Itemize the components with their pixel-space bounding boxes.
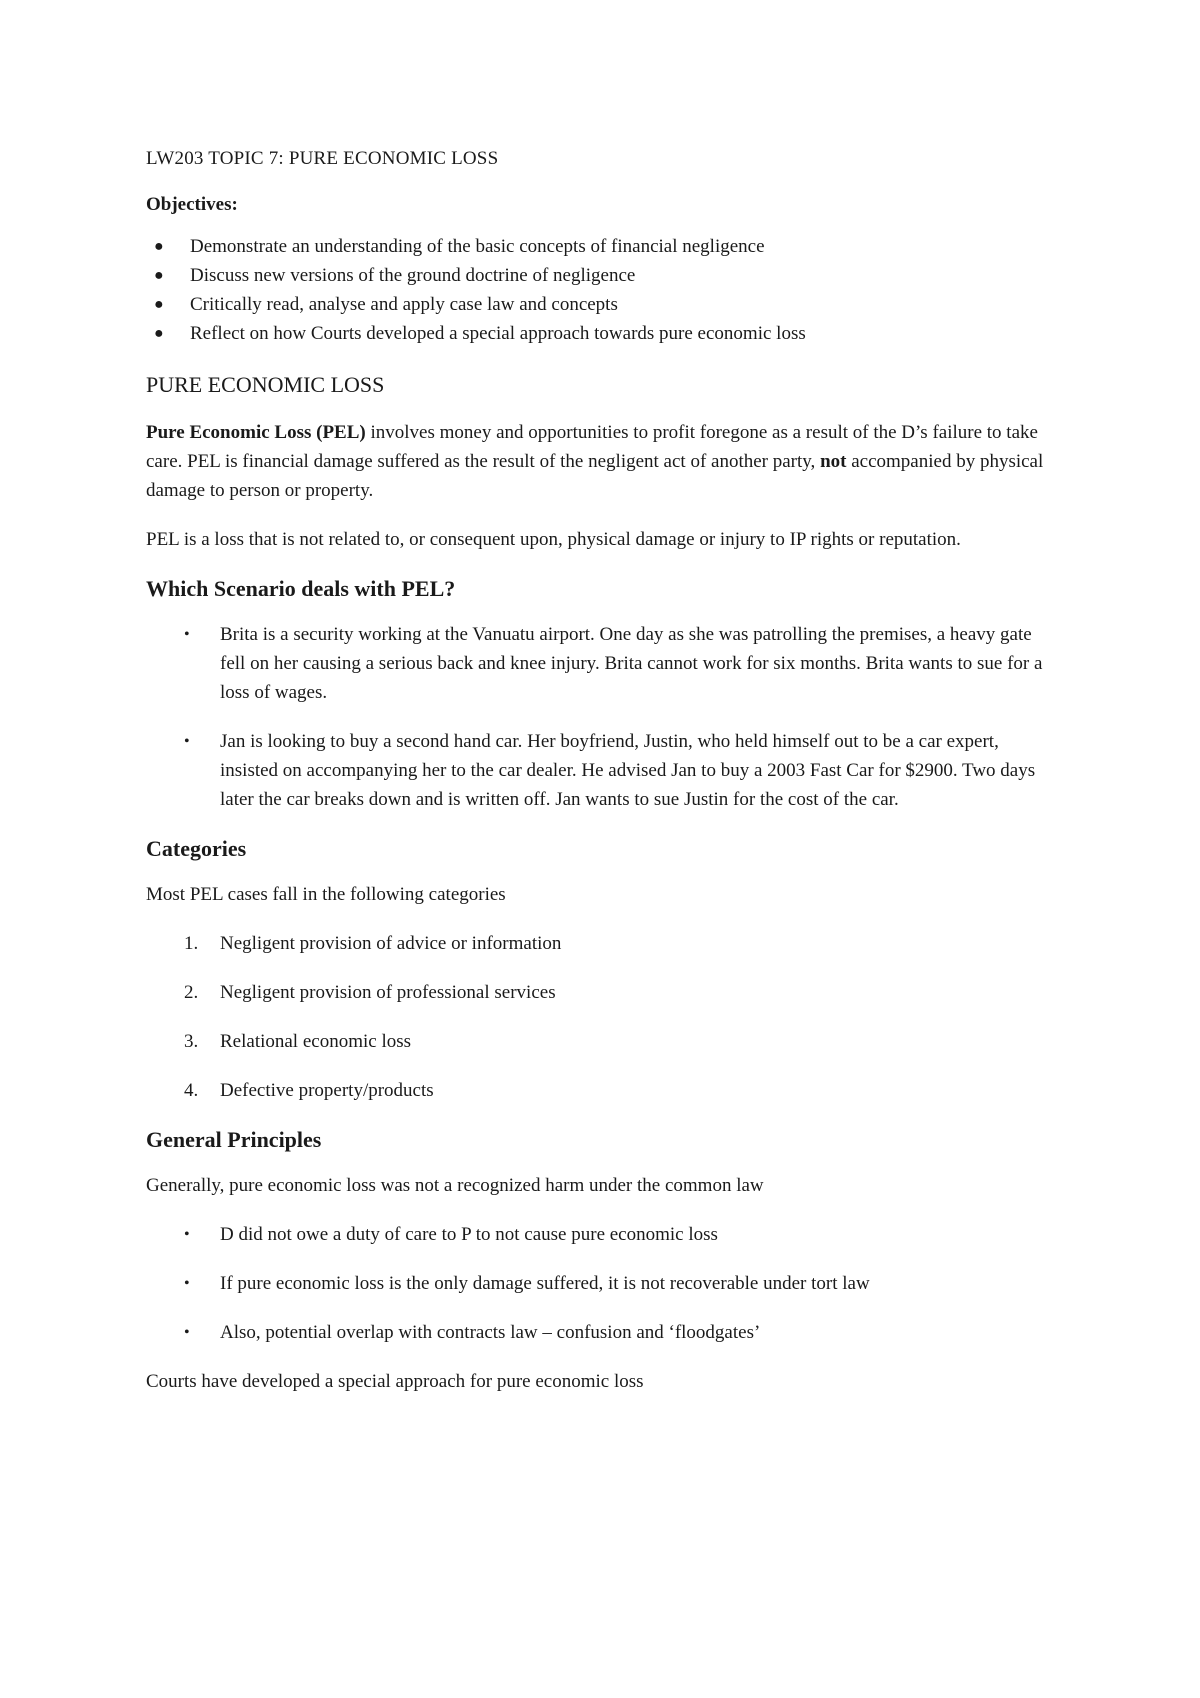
list-item: • Also, potential overlap with contracts law – confusion and ‘floodgates’ [146,1318,1060,1347]
objectives-label: Objectives: [146,194,238,215]
principles-heading: General Principles [146,1127,322,1152]
scenario-heading: Which Scenario deals with PEL? [146,576,456,601]
principles-list [146,1220,1060,1347]
list-item: • If pure economic loss is the only damage suffered, it is not recoverable under tort law [146,1269,1060,1298]
list-item: 1. Negligent provision of advice or information [184,933,562,954]
bullet-icon: • [184,626,190,643]
categories-list [146,929,1060,1105]
list-item: ● Discuss new versions of the ground doctrine of negligence [146,261,1060,290]
categories-heading: Categories [146,836,247,861]
bullet-icon: • [184,1324,190,1341]
list-item: 4. Defective property/products [184,1080,434,1101]
list-item: 2. Negligent provision of professional services [184,982,556,1003]
principles-closing: Courts have developed a special approach for pure economic loss [146,1371,644,1392]
pel-heading: PURE ECONOMIC LOSS [146,372,385,397]
bullet-icon: ● [154,267,164,284]
bullet-icon: • [184,1226,190,1243]
pel-term: Pure Economic Loss (PEL) [146,422,366,443]
pel-definition-paragraph: Pure Economic Loss (PEL) involves money and opportunities to profit foregone as a result of the D’s failure to take care. PEL is financial damage suffered as the result of the negligent act of another party, not accompanied by physical damage to person or property. [146,422,1044,501]
document-title: LW203 TOPIC 7: PURE ECONOMIC LOSS [146,148,499,169]
bullet-icon: ● [154,296,164,313]
pel-explanation-paragraph: PEL is a loss that is not related to, or consequent upon, physical damage or injury to IP rights or reputation. [146,529,961,550]
scenario-list [146,620,1060,814]
principles-intro: Generally, pure economic loss was not a recognized harm under the common law [146,1175,764,1196]
list-item: • Brita is a security working at the Vanuatu airport. One day as she was patrolling the premises, a heavy gate fell on her causing a serious back and knee injury. Brita cannot work for six months. Brita wants to sue for a loss of wages. [146,620,1060,707]
list-item: • Jan is looking to buy a second hand car. Her boyfriend, Justin, who held himself out to be a car expert, insisted on accompanying her to the car dealer. He advised Jan to buy a 2003 Fast Car for $2900. Two days later the car breaks down and is written off. Jan wants to sue Justin for the cost of the car. [146,727,1060,814]
objectives-list [146,232,1060,348]
list-item: ● Reflect on how Courts developed a special approach towards pure economic loss [146,319,1060,348]
list-item: • D did not owe a duty of care to P to not cause pure economic loss [146,1220,1060,1249]
list-item: ● Critically read, analyse and apply case law and concepts [146,290,1060,319]
bullet-icon: • [184,1275,190,1292]
emphasis-not: not [820,451,847,472]
list-item: 3. Relational economic loss [184,1031,412,1052]
list-item: ● Demonstrate an understanding of the basic concepts of financial negligence [146,232,1060,261]
bullet-icon: ● [154,325,164,342]
bullet-icon: • [184,733,190,750]
categories-intro: Most PEL cases fall in the following categories [146,884,506,905]
bullet-icon: ● [154,238,164,255]
